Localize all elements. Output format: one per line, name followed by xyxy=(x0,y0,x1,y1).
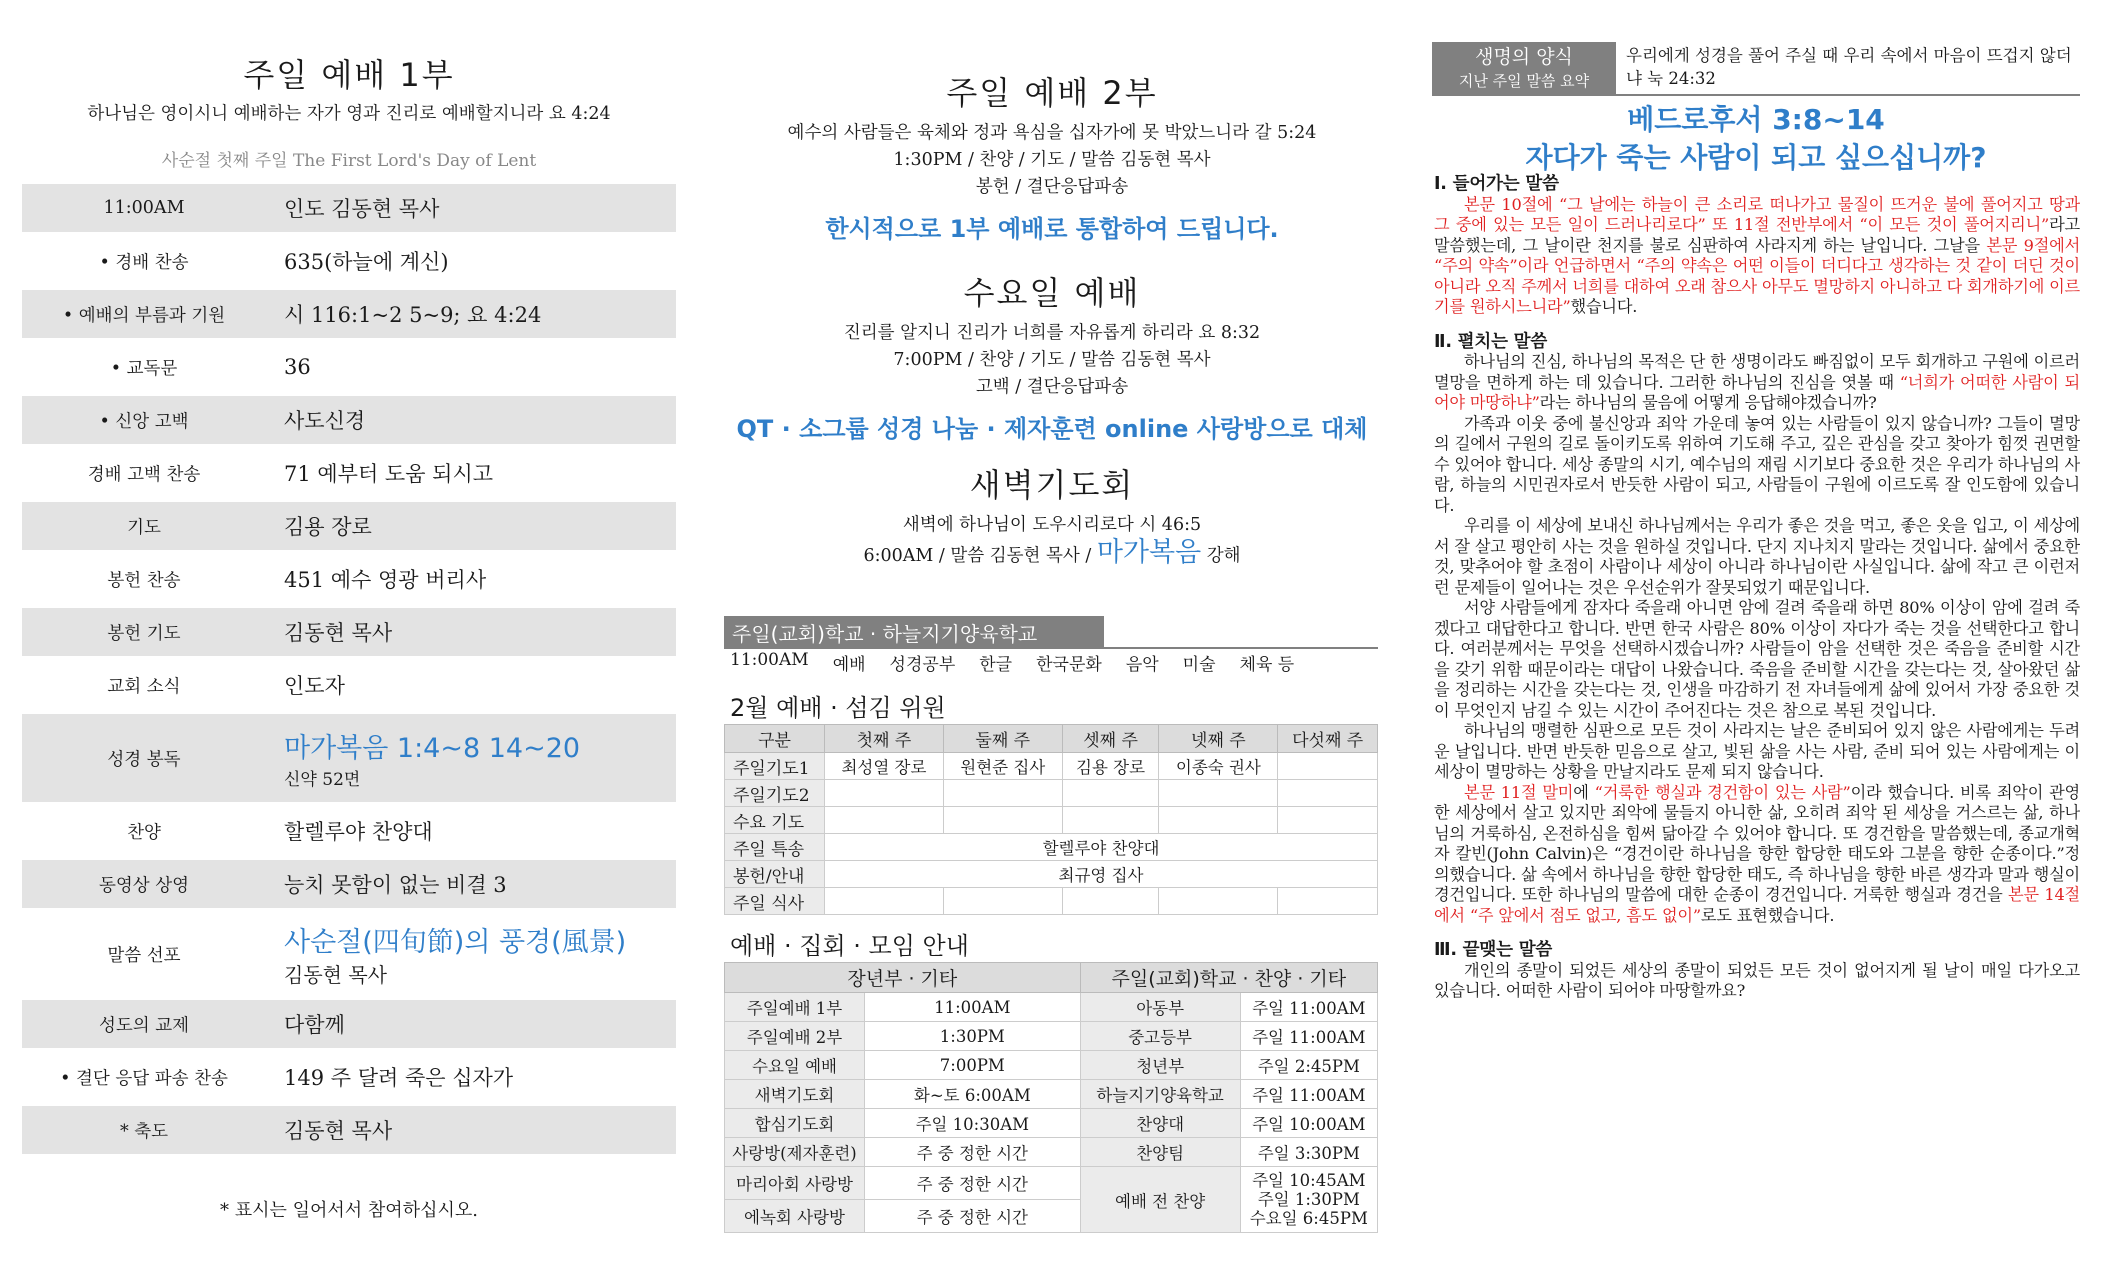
wednesday-verse: 진리를 알지니 진리가 너희를 자유롭게 하리라 요 8:32 xyxy=(843,323,1261,343)
order-row xyxy=(22,555,676,603)
order-label: 말씀 선포 xyxy=(107,945,181,966)
committee-table xyxy=(724,724,1378,915)
section-heading: Ⅰ. 들어가는 말씀 xyxy=(1434,174,1559,194)
table-row: 수요일 예배 7:00PM 청년부 주일 2:45PM xyxy=(725,1051,1378,1080)
header-verse: 우리에게 성경을 풀어 주실 때 우리 속에서 마음이 뜨겁지 않더냐 눅 24:32 xyxy=(1626,46,2072,88)
wednesday-notice: QT · 소그룹 성경 나눔 · 제자훈련 online 사랑방으로 대체 xyxy=(736,415,1368,443)
scripture-reference: 베드로후서 3:8~14 xyxy=(1627,103,1885,136)
order-label: 찬양 xyxy=(127,822,161,843)
table-row: 봉헌/안내 최규영 집사 xyxy=(725,861,1378,888)
paragraph: 가족과 이웃 중에 불신앙과 죄악 가운데 놓여 있는 사람들이 있지 않습니까? 그들이 멸망의 길에서 구원의 길로 돌이키도록 위하여 기도해 주고, 깊은 관심을 갖고 찾아가 힘껏 권면할 수 있어야 합니다. 세상 종말의 시기, 예수님의 재림 시기보다 중요한 것은 우리가 하나님의 사람, 하늘의 시민권자로서 반듯한 사람이 되고, 사람들이 구원에 이르도록 잘 인도함에 있습니다. xyxy=(1434,413,2080,515)
order-row xyxy=(22,343,676,391)
dawn-order: 6:00AM / 말씀 김동현 목사 / 마가복음 강해 xyxy=(863,537,1241,568)
sunday-service-1-column xyxy=(22,0,676,1275)
order-label: 성도의 교제 xyxy=(22,1000,266,1048)
order-label: 성경 봉독 xyxy=(22,714,266,802)
paragraph: 우리를 이 세상에 보내신 하나님께서는 우리가 좋은 것을 먹고, 좋은 옷을 입고, 이 세상에서 잘 살고 평안히 사는 것을 원하실 것입니다. 단지 지나치지 말라는 것입니다. 삶에서 중요한 것, 맞추어야 할 초점이 사람이나 세상이 아니라 하나님이란 사실입니다. 삶에 작고 큰 이런저런 문제들이 일어나는 것은 우선순위가 잘못되었기 때문입니다. xyxy=(1434,516,2080,597)
table-row: 주일기도1 최성열 장로 원현준 집사 김용 장로 이종숙 권사 xyxy=(725,753,1378,780)
order-value xyxy=(266,913,676,995)
paragraph: 본문 11절 말미에 “거룩한 행실과 경건함이 있는 사람”이라 했습니다. 비록 죄악이 관영한 세상에서 살고 있지만 죄악에 물들지 아니한 삶, 오히려 죄악 된 세상을 거스르는 삶, 하나님의 거룩하심, 온전하심을 힘써 닮아갈 수 있어야 합니다. 또 경건함을 말씀했는데, 종교개혁자 칼빈(John Calvin)은 “경건이란 하나님을 향한 합당한 태도와 그분을 향한 순종이다.”정의했습니다. 삶 속에서 하나님을 향한 합당한 태도, 즉 하나님을 향한 바른 생각과 말과 행실이 경건입니다. 또한 하나님의 말씀에 대한 순종이 경건입니다. 거룩한 행실과 경건을 본문 14절에서 “주 앞에서 점도 없고, 흠도 없이”로도 표현했습니다. xyxy=(1434,782,2080,925)
order-label: 동영상 상영 xyxy=(22,860,266,908)
table-row: 사랑방(제자훈련) 주 중 정한 시간 찬양팀 주일 3:30PM xyxy=(725,1138,1378,1167)
service-1-verse: 하나님은 영이시니 예배하는 자가 영과 진리로 예배할지니라 요 4:24 xyxy=(87,104,611,124)
order-row xyxy=(22,237,676,285)
order-row xyxy=(22,502,676,550)
dawn-verse: 새벽에 하나님이 도우시리로다 시 46:5 xyxy=(902,515,1202,535)
divider xyxy=(1432,94,2080,96)
service-2-title: 주일 예배 2부 xyxy=(946,74,1158,112)
meetings-table xyxy=(724,962,1378,1233)
order-label: 봉헌 찬송 xyxy=(107,570,181,591)
order-row xyxy=(22,807,676,855)
services-column xyxy=(722,0,1382,1275)
service-2-order-2: 봉헌 / 결단응답파송 xyxy=(975,177,1129,197)
wednesday-order: 7:00PM / 찬양 / 기도 / 말씀 김동현 목사 xyxy=(893,350,1211,370)
sermon-body xyxy=(1434,172,2080,1002)
order-label: 교회 소식 xyxy=(107,676,181,697)
order-value: 할렐루야 찬양대 xyxy=(284,820,433,844)
order-row xyxy=(22,714,676,802)
order-value: 김용 장로 xyxy=(266,502,676,550)
dawn-title: 새벽기도회 xyxy=(969,466,1135,504)
sermon-preacher: 김동현 목사 xyxy=(284,963,387,987)
table-header: 구분 첫째 주 둘째 주 셋째 주 넷째 주 다섯째 주 xyxy=(725,725,1378,753)
order-row xyxy=(22,1053,676,1101)
school-items: 11:00AM 예배 성경공부 한글 한국문화 음악 미술 체육 등 xyxy=(730,650,1295,675)
scripture-page: 신약 52면 xyxy=(284,770,361,790)
meetings-title: 예배 · 집회 · 모임 안내 xyxy=(730,932,969,960)
paragraph: 하나님의 맹렬한 심판으로 모든 것이 사라지는 날은 준비되어 있지 않은 사람에게는 두려운 날입니다. 반면 반듯한 믿음으로 살고, 빛된 삶을 사는 사람, 준비 되어 있는 사람에게는 이 세상이 멸망하는 상황을 만날지라도 문제 되지 않습니다. xyxy=(1434,721,2080,781)
order-value: 36 xyxy=(284,355,311,379)
order-row xyxy=(22,184,676,232)
order-label: • 교독문 xyxy=(110,358,178,379)
order-row xyxy=(22,608,676,656)
order-label: • 신앙 고백 xyxy=(22,396,266,444)
order-of-worship xyxy=(22,184,676,1159)
order-label: 경배 고백 찬송 xyxy=(87,464,201,485)
order-row xyxy=(22,1000,676,1048)
table-row: 새벽기도회 화~토 6:00AM 하늘지기양육학교 주일 11:00AM xyxy=(725,1080,1378,1109)
school-header: 주일(교회)학교 · 하늘지기양육학교 xyxy=(724,616,1104,648)
table-row: 주일 특송 할렐루야 찬양대 xyxy=(725,834,1378,861)
order-value: 사도신경 xyxy=(266,396,676,444)
table-row: 마리아회 사랑방 주 중 정한 시간 예배 전 찬양 주일 10:45AM 주일 1:30PM 수요일 6:45PM xyxy=(725,1167,1378,1200)
order-value: 149 주 달려 죽은 십자가 xyxy=(284,1066,514,1090)
order-label: • 경배 찬송 xyxy=(99,252,189,273)
paragraph: 개인의 종말이 되었든 세상의 종말이 되었든 모든 것이 없어지게 될 날이 매일 다가오고 있습니다. 어떠한 사람이 되어야 마땅할까요? xyxy=(1434,960,2080,1000)
order-row xyxy=(22,290,676,338)
order-label: • 결단 응답 파송 찬송 xyxy=(60,1068,228,1089)
sermon-summary-column xyxy=(1432,0,2080,1275)
table-row: 주일기도2 xyxy=(725,780,1378,807)
order-row xyxy=(22,1106,676,1154)
order-value: 김동현 목사 xyxy=(266,608,676,656)
order-value: 451 예수 영광 버리사 xyxy=(284,568,487,592)
paragraph: 하나님의 진심, 하나님의 목적은 단 한 생명이라도 빠짐없이 모두 회개하고 구원에 이르러 멸망을 면하게 하는 데 있습니다. 그러한 하나님의 진심을 엿볼 때 “너희가 어떠한 사람이 되어야 마땅하냐”라는 하나님의 물음에 어떻게 응답해야겠습니까? xyxy=(1434,352,2080,412)
order-row xyxy=(22,913,676,995)
wednesday-title: 수요일 예배 xyxy=(963,274,1141,312)
wednesday-order-2: 고백 / 결단응답파송 xyxy=(975,377,1129,397)
order-value: 인도자 xyxy=(284,674,345,698)
section-heading: Ⅲ. 끝맺는 말씀 xyxy=(1434,940,1553,960)
order-value: 71 예부터 도움 되시고 xyxy=(284,462,494,486)
order-row xyxy=(22,860,676,908)
service-2-block xyxy=(722,68,1382,244)
sermon-title: 사순절(四旬節)의 풍경(風景) xyxy=(284,927,627,958)
order-label: 11:00AM xyxy=(22,184,266,232)
service-2-verse: 예수의 사람들은 육체와 정과 욕심을 십자가에 못 박았느니라 갈 5:24 xyxy=(787,123,1317,143)
table-row: 수요 기도 xyxy=(725,807,1378,834)
order-value xyxy=(266,714,676,802)
order-value: 다함께 xyxy=(266,1000,676,1048)
scripture-reading: 마가복음 1:4~8 14~20 xyxy=(284,733,581,764)
table-row: 합심기도회 주일 10:30AM 찬양대 주일 10:00AM xyxy=(725,1109,1378,1138)
paragraph: 본문 10절에 “그 날에는 하늘이 큰 소리로 떠나가고 물질이 뜨거운 불에 풀어지고 땅과 그 중에 있는 모든 일이 드러나리로다” 또 11절 전반부에서 “이 모든 것이 풀어지리니”라고 말씀했는데, 그 날이란 천지를 불로 심판하여 사라지게 하는 날입니다. 그날을 본문 9절에서 “주의 약속”이라 언급하면서 “주의 약속은 어떤 이들이 더디다고 생각하는 것 같이 더딘 것이 아니라 오직 주께서 너희를 대하여 오래 참으사 아무도 멸망하지 아니하고 다 회개하기에 이르기를 원하시느니라”했습니다. xyxy=(1434,194,2080,316)
sermon-title: 자다가 죽는 사람이 되고 싶으십니까? xyxy=(1525,141,1987,174)
order-row xyxy=(22,661,676,709)
lent-season-label: 사순절 첫째 주일 The First Lord's Day of Lent xyxy=(161,151,537,171)
order-label: 봉헌 기도 xyxy=(22,608,266,656)
standing-note: * 표시는 일어서서 참여하십시오. xyxy=(220,1200,478,1221)
order-label: • 예배의 부름과 기원 xyxy=(22,290,266,338)
order-row xyxy=(22,449,676,497)
wednesday-service-block xyxy=(722,268,1382,444)
order-label: 기도 xyxy=(22,502,266,550)
dawn-book: 마가복음 xyxy=(1096,537,1202,568)
table-row: 주일 식사 xyxy=(725,888,1378,915)
order-value: 635(하늘에 계신) xyxy=(284,250,449,274)
order-label: * 축도 xyxy=(22,1106,266,1154)
divider xyxy=(724,647,1378,649)
order-row xyxy=(22,396,676,444)
bread-of-life-badge: 생명의 양식 지난 주일 말씀 요약 xyxy=(1432,42,1616,94)
order-value: 인도 김동현 목사 xyxy=(266,184,676,232)
table-row: 에녹회 사랑방 주 중 정한 시간 xyxy=(725,1200,1378,1233)
service-1-title: 주일 예배 1부 xyxy=(243,56,455,94)
order-value: 능치 못함이 없는 비결 3 xyxy=(266,860,676,908)
pre-worship-times: 주일 10:45AM 주일 1:30PM 수요일 6:45PM xyxy=(1240,1167,1377,1233)
order-value: 김동현 목사 xyxy=(266,1106,676,1154)
committee-title: 2월 예배 · 섬김 위원 xyxy=(730,694,946,722)
order-value: 시 116:1~2 5~9; 요 4:24 xyxy=(266,290,676,338)
table-header: 장년부 · 기타 주일(교회)학교 · 찬양 · 기타 xyxy=(725,963,1378,993)
table-row: 주일예배 1부 11:00AM 아동부 주일 11:00AM xyxy=(725,993,1378,1022)
section-heading: Ⅱ. 펼치는 말씀 xyxy=(1434,331,1548,352)
dawn-prayer-block xyxy=(722,460,1382,570)
paragraph: 서양 사람들에게 잠자다 죽을래 아니면 암에 걸려 죽을래 하면 80% 이상이 암에 걸려 죽겠다고 대답한다고 합니다. 반면 한국 사람은 80% 이상이 자다가 죽는 것을 선택한다고 합니다. 여러분께서는 무엇을 선택하시겠습니까? 사람들이 암을 선택한 것은 죽음을 준비할 시간을 갖기 위함 때문이라는 대답이 나왔습니다. 죽음을 준비할 시간을 갖는다는 것, 살아왔던 삶을 정리하는 시간을 갖는다는 것, 인생을 마감하기 전 자녀들에게 삶에 있어서 가장 중요한 것이 무엇인지 남길 수 있는 시간이 주어진다는 것은 참으로 복된 것입니다. xyxy=(1434,598,2080,720)
service-2-notice: 한시적으로 1부 예배로 통합하여 드립니다. xyxy=(825,215,1279,243)
table-row: 주일예배 2부 1:30PM 중고등부 주일 11:00AM xyxy=(725,1022,1378,1051)
service-2-order: 1:30PM / 찬양 / 기도 / 말씀 김동현 목사 xyxy=(893,150,1211,170)
